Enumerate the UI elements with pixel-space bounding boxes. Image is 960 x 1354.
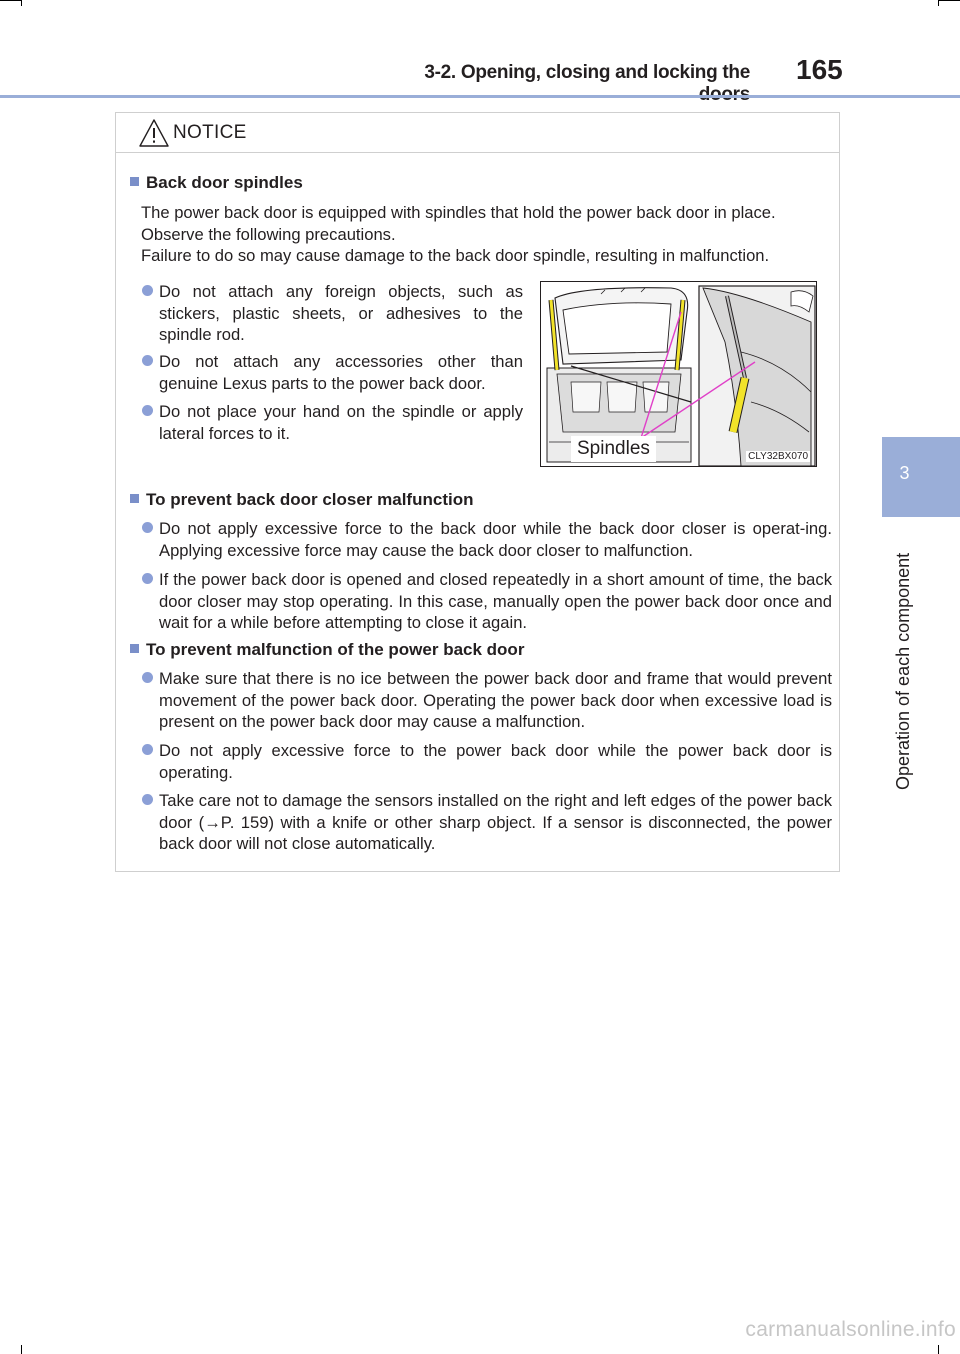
spindles-callout-label: Spindles [571,436,656,462]
bullet-icon [142,794,153,805]
list-item-text: Do not attach any foreign objects, such as stickers, plastic sheets, or adhesives to the spindle rod. [159,282,523,344]
crop-mark [938,0,939,6]
list-item [159,569,832,634]
footer-watermark: carmanualsonline.info [745,1318,956,1341]
notice-header [116,113,839,153]
square-bullet-icon [130,644,139,653]
list-item [159,740,832,783]
section-title: 3-2. Opening, closing and locking the [424,62,750,83]
image-code: CLY32BX070 [748,451,808,462]
chapter-label-container [888,528,918,790]
list-item [159,281,523,346]
list-item [159,351,523,394]
list-item-text: Do not place your hand on the spindle or apply lateral forces to it. [159,402,523,443]
crop-mark [21,0,22,6]
list-item [159,518,832,561]
bullet-icon [142,285,153,296]
crop-mark [938,1345,939,1354]
section-paragraph [141,202,831,267]
crop-mark [21,1345,22,1354]
paragraph-line: The power back door is equipped with spindles that hold the power back door in place. [141,203,776,222]
crop-mark [938,0,960,1]
section-heading-text: To prevent back door closer malfunction [146,490,474,509]
list-item-text: If the power back door is opened and closed repeatedly in a short amount of time, the back door closer may stop operating. In this case, manually open the power back door once and wait for a while before attempting to close it again. [159,570,832,632]
spindle-illustration [540,281,817,467]
bullet-icon [142,405,153,416]
list-item [159,668,832,733]
list-item [159,790,832,855]
crop-mark [0,0,22,1]
warning-icon [138,117,170,149]
bullet-icon [142,522,153,533]
header-rule [0,95,960,98]
list-item-text: Do not apply excessive force to the power back door while the power back door is operating. [159,741,832,782]
section-heading [130,490,473,510]
list-item-text: Do not apply excessive force to the back door while the back door closer is operat-ing. Applying excessive force may cause the back door closer to malfunction. [159,519,832,560]
bullet-icon [142,672,153,683]
notice-title: NOTICE [173,122,247,143]
list-item-text: Make sure that there is no ice between the power back door and frame that would prevent movement of the power back door. Operating the power back door when excessive load is present on the power back door may cause a malfunction. [159,669,832,731]
chapter-tab [882,437,960,517]
chapter-number: 3 [899,463,910,483]
bullet-icon [142,573,153,584]
section-heading [130,640,524,660]
list-item-text: Do not attach any accessories other than genuine Lexus parts to the power back door. [159,352,523,393]
section-heading [130,173,303,193]
notice-box [115,112,840,872]
section-heading-text: Back door spindles [146,173,303,192]
bullet-icon [142,744,153,755]
paragraph-line: Failure to do so may cause damage to the back door spindle, resulting in malfunction. [141,246,770,265]
list-item-text: Take care not to damage the sensors installed on the right and left edges of the power back door (→P. 159) with a knife or other sharp object. If a sensor is disconnected, the power back door will not close automatically. [159,791,832,853]
paragraph-line: Observe the following precautions. [141,224,396,244]
bullet-icon [142,355,153,366]
square-bullet-icon [130,177,139,186]
square-bullet-icon [130,494,139,503]
chapter-label: Operation of each component [893,552,913,790]
section-heading-text: To prevent malfunction of the power back door [146,640,525,659]
page-number: 165 [796,54,843,85]
list-item [159,401,523,444]
